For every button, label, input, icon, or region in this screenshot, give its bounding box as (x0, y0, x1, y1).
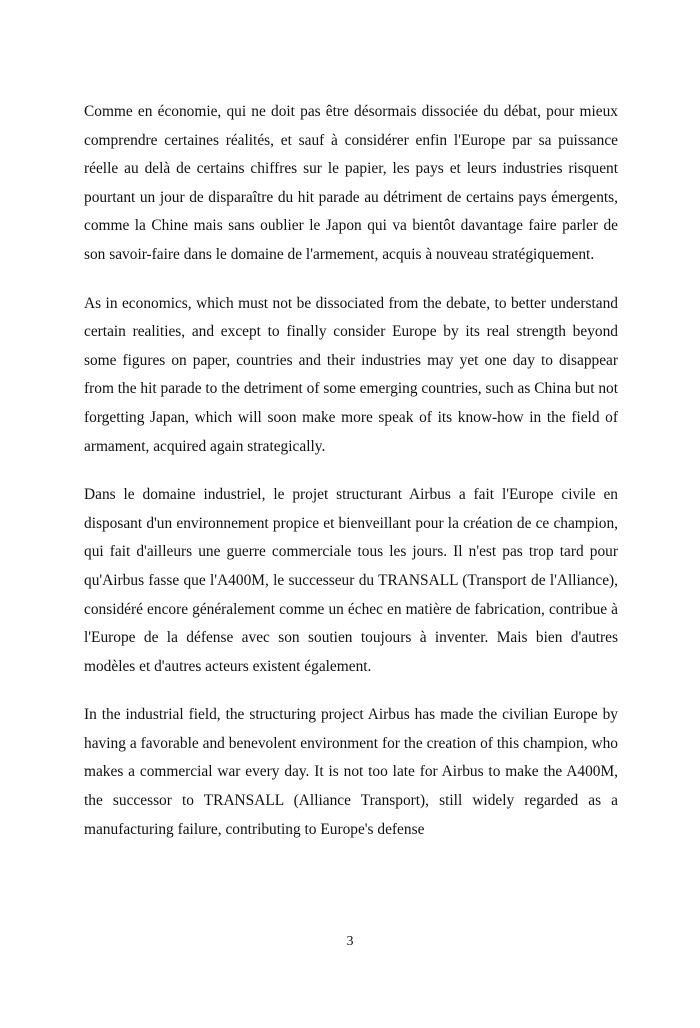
page-number: 3 (346, 934, 354, 949)
paragraph-english-industry: In the industrial field, the structuring project Airbus has made the civilian Europe by having a favorable and benevolent environment for the creation of this champion, who makes a commercial war every day. It is not too late for Airbus to make the A400M, the successor to TRANSALL (Alliance Transport), still widely regarded as a manufacturing failure, contributing to Europe's defense (84, 706, 618, 838)
paragraph-english-economy: As in economics, which must not be dissociated from the debate, to better understand certain realities, and except to finally consider Europe by its real strength beyond some figures on paper, countries and their industries may yet one day to disappear from the hit parade to the detriment of some emerging countries, such as China but not forgetting Japan, which will soon make more speak of its know-how in the field of armament, acquired again strategically. (84, 294, 618, 455)
body-text (84, 98, 618, 864)
paragraph-french-industry: Dans le domaine industriel, le projet structurant Airbus a fait l'Europe civile en disposant d'un environnement propice et bienveillant pour la création de ce champion, qui fait d'ailleurs une guerre commerciale tous les jours. Il n'est pas trop tard pour qu'Airbus fasse que l'A400M, le successeur du TRANSALL (Transport de l'Alliance), considéré encore généralement comme un échec en matière de fabrication, contribue à l'Europe de la défense avec son soutien toujours à inventer. Mais bien d'autres modèles et d'autres acteurs existent également. (84, 486, 618, 675)
paragraph-french-economy: Comme en économie, qui ne doit pas être désormais dissociée du débat, pour mieux comprendre certaines réalités, et sauf à considérer enfin l'Europe par sa puissance réelle au delà de certains chiffres sur le papier, les pays et leurs industries risquent pourtant un jour de disparaître du hit parade au détriment de certains pays émergents, comme la Chine mais sans oublier le Japon qui va bientôt davantage faire parler de son savoir-faire dans le domaine de l'armement, acquis à nouveau stratégiquement. (84, 103, 618, 263)
